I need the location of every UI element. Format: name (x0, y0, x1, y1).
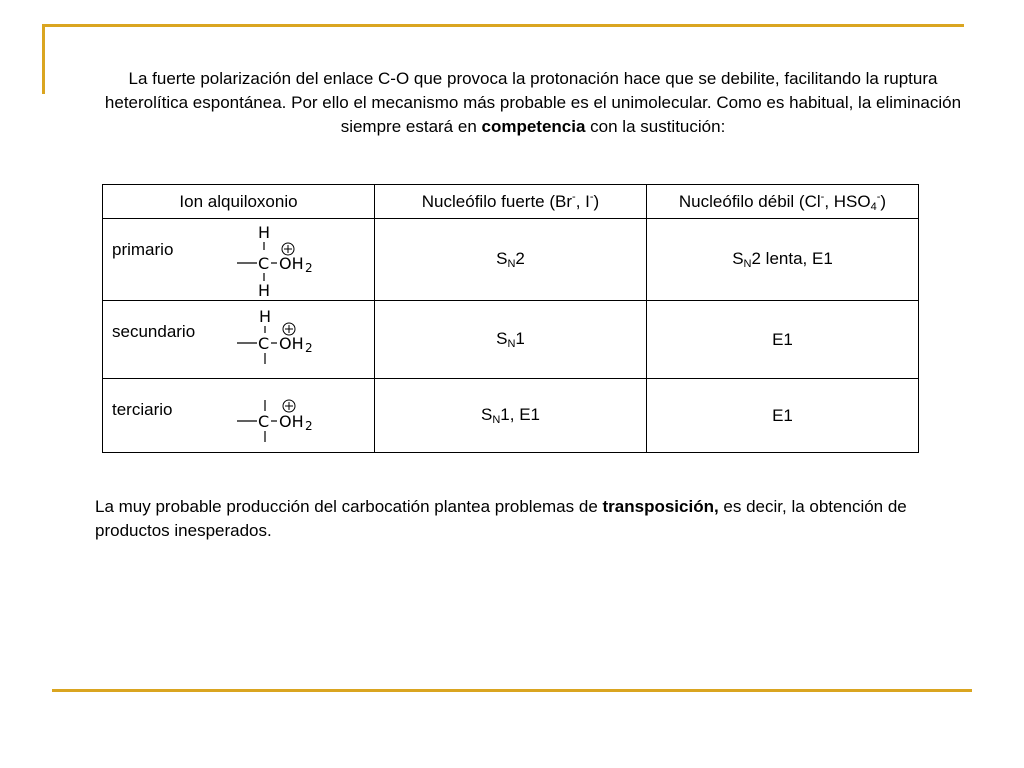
table-row (103, 301, 919, 379)
row-label-cell (103, 219, 375, 301)
intro-text-1: La fuerte polarización del enlace C-O que provoca la protonación hace que se debilite, facilitando la ruptura heterolítica espontánea. Por ello el mecanismo más probable es el unimolecular. Como es habitual, la eliminación siempre estará en (104, 69, 962, 136)
intro-text-2: con la sustitución: (585, 117, 726, 136)
table-row (103, 219, 919, 301)
row-label: secundario (112, 322, 196, 341)
intro-paragraph (100, 67, 966, 139)
svg-text:2: 2 (305, 419, 313, 433)
svg-text:2: 2 (305, 261, 313, 275)
sn-strong-cell: $S_N2$ (375, 219, 647, 301)
svg-text:H: H (258, 223, 271, 242)
intro-bold-competencia: competencia (481, 117, 586, 136)
svg-text:OH: OH (279, 254, 304, 273)
weak-cell: E1 (647, 379, 919, 453)
header-nucleofilo-debil: Nucleófilo débil (Cl-, $HSO_4^-$) (647, 185, 919, 219)
sn-weak-cell: $S_N2$ lenta, E1 (647, 219, 919, 301)
table-row (103, 379, 919, 453)
sn-strong-cell: $S_N1$ (375, 301, 647, 379)
header-ion-alquiloxonio: Ion alquiloxonio (103, 185, 375, 219)
svg-text:OH: OH (279, 334, 304, 353)
svg-text:C: C (258, 254, 270, 273)
svg-text:OH: OH (279, 412, 304, 431)
svg-text:H: H (258, 281, 271, 299)
svg-text:C: C (258, 412, 270, 431)
sn-strong-cell: $S_N1$, E1 (375, 379, 647, 453)
frame-left-rule (42, 24, 45, 94)
outro-bold-transposicion: transposición, (602, 497, 719, 516)
frame-top-rule (42, 24, 964, 27)
tertiary-oxonium-structure (231, 379, 341, 451)
outro-paragraph (95, 495, 955, 543)
secondary-oxonium-structure (231, 301, 341, 377)
row-label: terciario (112, 400, 173, 419)
frame-bottom-rule (52, 689, 972, 692)
svg-text:H: H (259, 307, 272, 326)
svg-text:C: C (258, 334, 270, 353)
svg-text:2: 2 (305, 341, 313, 355)
row-label-cell (103, 379, 375, 453)
outro-text-2: es decir, la obtención de productos inesperados. (95, 497, 907, 540)
outro-text-1: La muy probable producción del carbocatión plantea problemas de (95, 497, 603, 516)
row-label-cell (103, 301, 375, 379)
weak-cell: E1 (647, 301, 919, 379)
row-label: primario (112, 240, 174, 259)
table-header-row (103, 185, 919, 219)
header-nucleofilo-fuerte: Nucleófilo fuerte (Br-, I-) (375, 185, 647, 219)
primary-oxonium-structure (231, 219, 341, 299)
reactivity-table (102, 184, 919, 453)
